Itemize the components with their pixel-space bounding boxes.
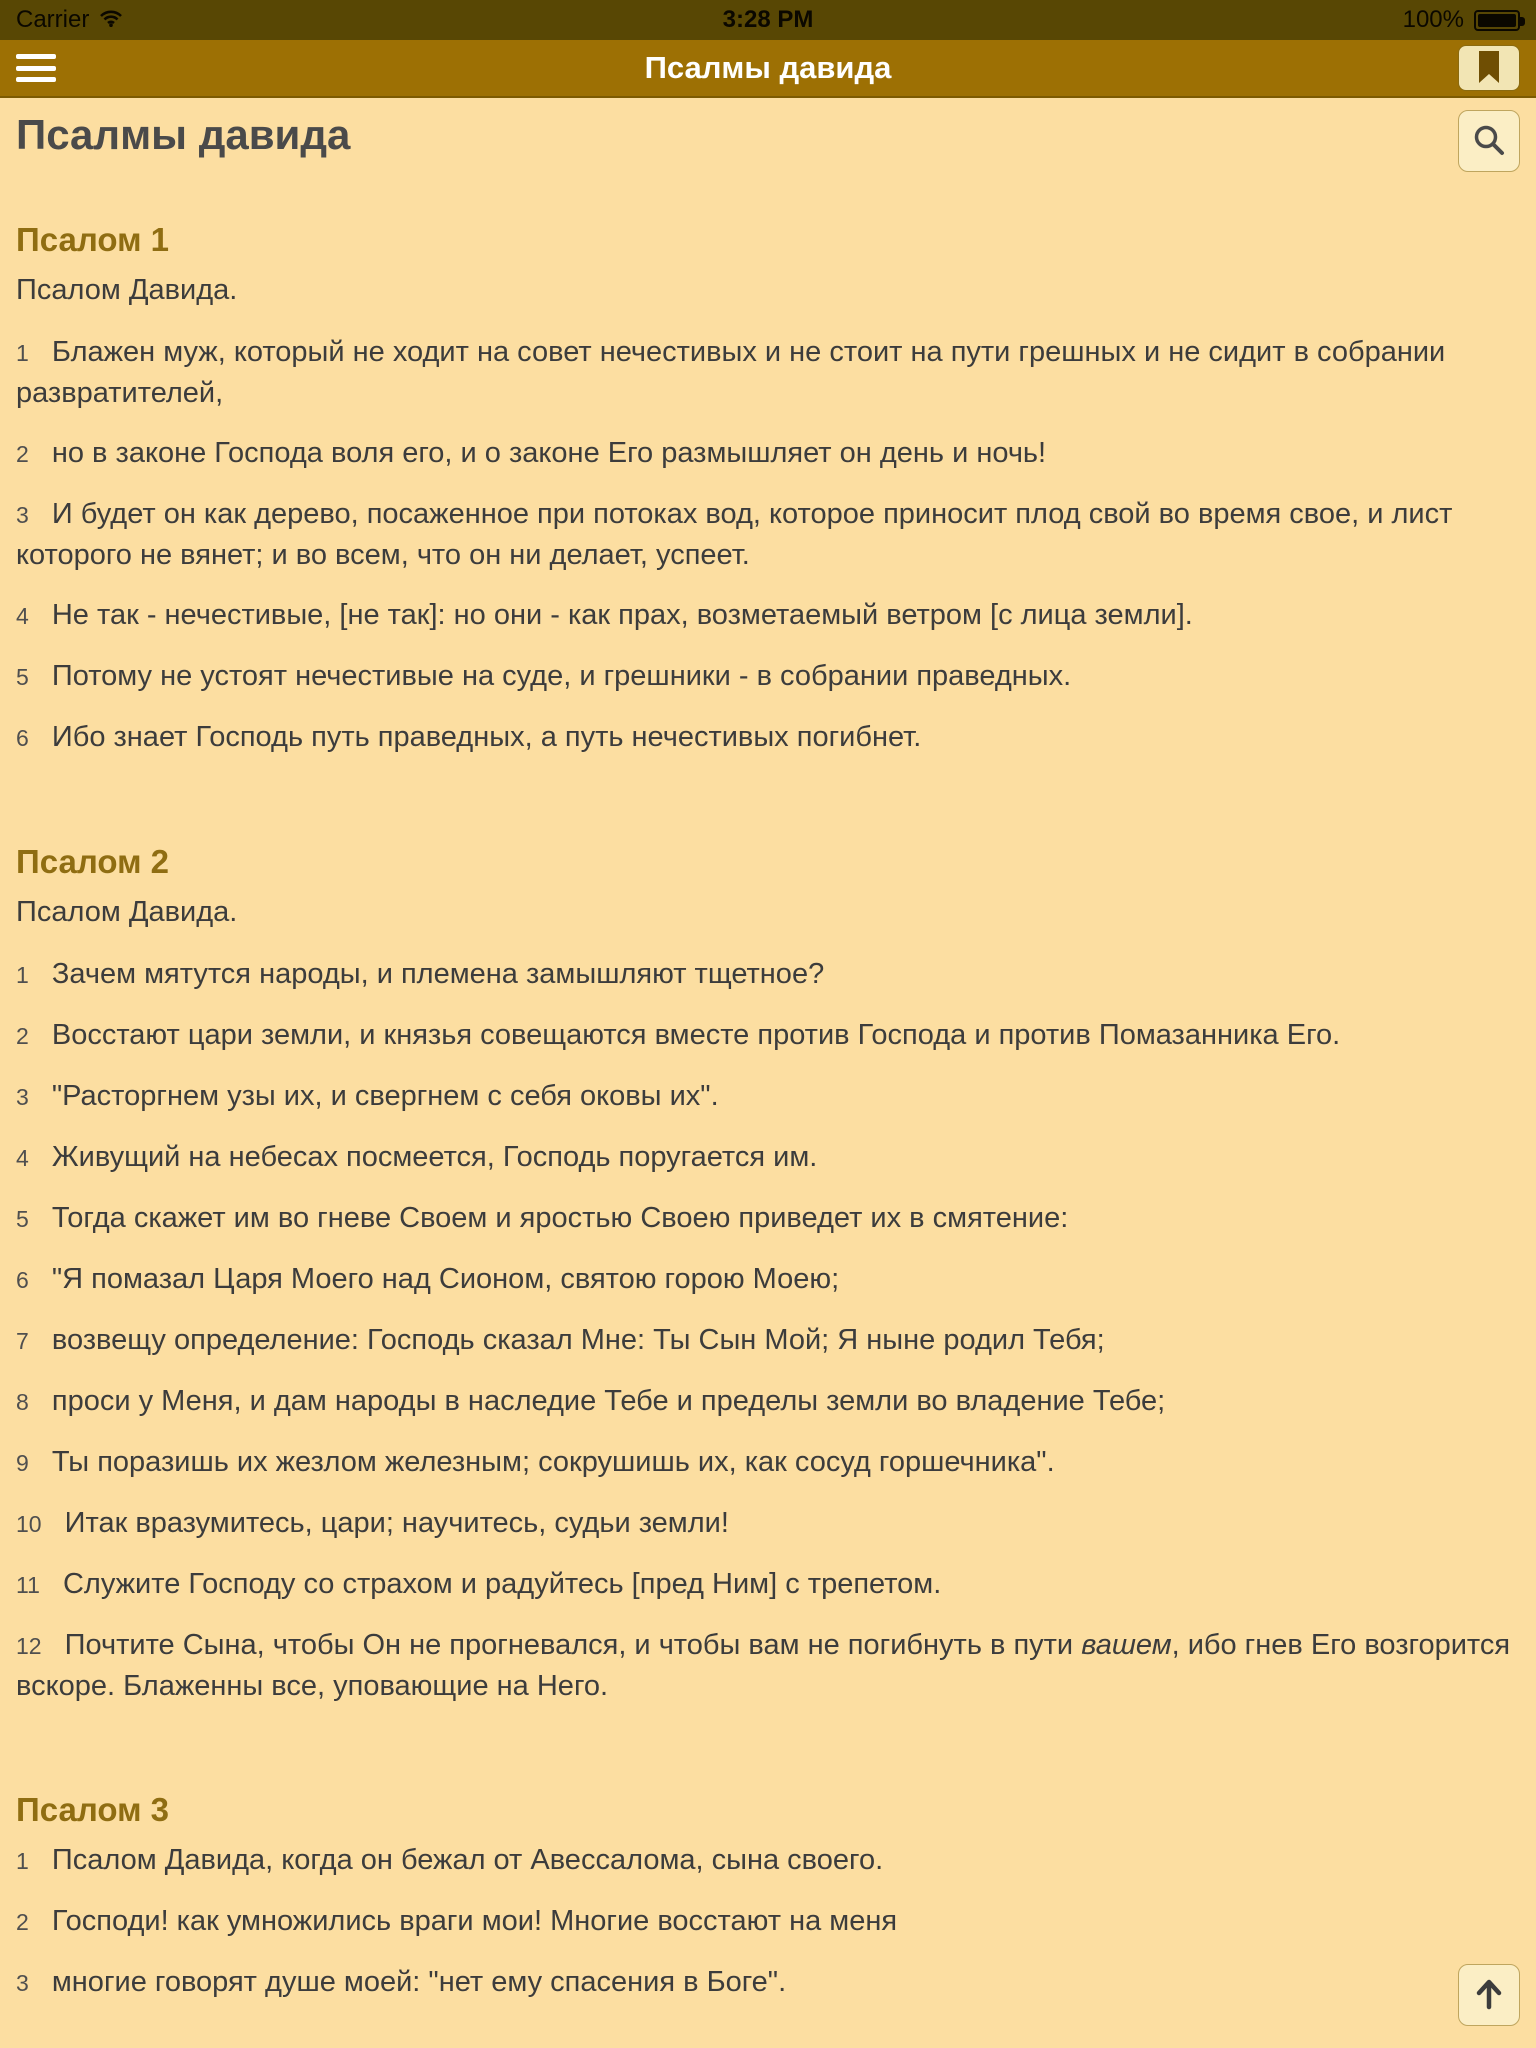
verse-number: 11 <box>16 1572 40 1598</box>
verse-text: возвещу определение: Господь сказал Мне: Ты Сын Мой; Я ныне родил Тебя; <box>51 1324 1105 1356</box>
clock: 3:28 PM <box>722 6 814 33</box>
verse <box>16 1840 1520 1881</box>
verse <box>16 1503 1520 1544</box>
verse-number: 1 <box>16 962 29 988</box>
bookmark-button[interactable] <box>1458 45 1520 91</box>
psalm-subtitle: Псалом Давида. <box>16 274 238 306</box>
verse-text: Служите Господу со страхом и радуйтесь [пред Ним] с трепетом. <box>62 1568 942 1600</box>
nav-title: Псалмы давида <box>644 50 892 85</box>
verse <box>16 717 1520 758</box>
verse <box>16 595 1520 636</box>
verse-number: 9 <box>16 1450 29 1476</box>
verse-number: 6 <box>16 1267 29 1293</box>
verse-text: И будет он как дерево, посаженное при потоках вод, которое приносит плод свой во время свое, и лист которого не вянет; и во всем, что он ни делает, успеет. <box>16 498 1453 571</box>
verse <box>16 1137 1520 1178</box>
verse <box>16 1198 1520 1239</box>
verse <box>16 1442 1520 1483</box>
bookmark-icon <box>1477 51 1501 86</box>
verse-text: Почтите Сына, чтобы Он не прогневался, и чтобы вам не погибнуть в пути вашем, ибо гнев Его возгорится вскоре. Блаженны все, уповающие на Него. <box>16 1629 1511 1702</box>
carrier-label: Carrier <box>16 6 90 33</box>
verse-number: 1 <box>16 1848 29 1874</box>
page-title: Псалмы давида <box>16 111 351 158</box>
psalm-subtitle: Псалом Давида. <box>16 896 238 928</box>
psalm-title: Псалом 2 <box>16 843 170 880</box>
verse <box>16 494 1520 575</box>
verse <box>16 1564 1520 1605</box>
status-bar <box>0 0 1536 40</box>
battery-percent: 100% <box>1402 6 1464 33</box>
verse-text: Потому не устоят нечестивые на суде, и грешники - в собрании праведных. <box>51 660 1072 692</box>
verse <box>16 433 1520 474</box>
psalm-section <box>16 1790 1520 2003</box>
verse-text: Не так - нечестивые, [не так]: но они - как прах, возметаемый ветром [с лица земли]. <box>51 599 1193 631</box>
verse <box>16 656 1520 697</box>
verse-number: 12 <box>16 1633 42 1659</box>
verse <box>16 1625 1520 1706</box>
psalm-section <box>16 220 1520 758</box>
verse-number: 1 <box>16 340 29 366</box>
verse <box>16 332 1520 413</box>
verse-text: проси у Меня, и дам народы в наследие Тебе и пределы земли во владение Тебе; <box>51 1385 1166 1417</box>
verse-number: 3 <box>16 1970 29 1996</box>
scroll-top-button[interactable] <box>1458 1964 1520 2026</box>
verse <box>16 1962 1520 2003</box>
verse-number: 5 <box>16 1206 29 1232</box>
nav-bar <box>0 40 1536 98</box>
psalms-container <box>16 220 1520 2003</box>
wifi-icon <box>99 6 123 34</box>
title-row <box>16 98 1520 172</box>
menu-button[interactable] <box>16 51 60 85</box>
verse-list <box>16 1840 1520 2003</box>
psalm-title: Псалом 3 <box>16 1791 170 1828</box>
verse-number: 2 <box>16 1909 29 1935</box>
psalm-section <box>16 842 1520 1706</box>
verse-text: Восстают цари земли, и князья совещаются вместе против Господа и против Помазанника Его. <box>51 1019 1341 1051</box>
verse-text: Ты поразишь их жезлом железным; сокрушишь их, как сосуд горшечника". <box>51 1446 1055 1478</box>
arrow-up-icon <box>1473 1977 1505 2014</box>
hamburger-icon <box>16 54 56 59</box>
status-bar-right <box>1260 6 1520 34</box>
verse-number: 3 <box>16 1084 29 1110</box>
verse-number: 4 <box>16 603 29 629</box>
verse-number: 5 <box>16 664 29 690</box>
verse <box>16 1259 1520 1300</box>
verse <box>16 1381 1520 1422</box>
verse <box>16 1076 1520 1117</box>
verse-number: 6 <box>16 725 29 751</box>
psalm-title: Псалом 1 <box>16 221 170 258</box>
verse-number: 3 <box>16 502 29 528</box>
verse-text: многие говорят душе моей: "нет ему спасения в Боге". <box>51 1966 787 1998</box>
verse-number: 10 <box>16 1511 42 1537</box>
verse <box>16 1901 1520 1942</box>
verse-text: Тогда скажет им во гневе Своем и яростью Своею приведет их в смятение: <box>51 1202 1069 1234</box>
content-area[interactable] <box>0 98 1536 2003</box>
status-bar-left <box>16 6 276 34</box>
verse-text: Итак вразумитесь, цари; научитесь, судьи земли! <box>64 1507 729 1539</box>
verse-number: 4 <box>16 1145 29 1171</box>
verse-text: но в законе Господа воля его, и о законе Его размышляет он день и ночь! <box>51 437 1047 469</box>
verse-text: "Я помазал Царя Моего над Сионом, святою горою Моею; <box>51 1263 840 1295</box>
verse-text: "Расторгнем узы их, и свергнем с себя оковы их". <box>51 1080 719 1112</box>
verse-list <box>16 332 1520 758</box>
verse-number: 2 <box>16 1023 29 1049</box>
verse-list <box>16 954 1520 1706</box>
verse-number: 2 <box>16 441 29 467</box>
verse-text: Живущий на небесах посмеется, Господь поругается им. <box>51 1141 818 1173</box>
verse-number: 8 <box>16 1389 29 1415</box>
verse-text: Господи! как умножились враги мои! Многие восстают на меня <box>51 1905 898 1937</box>
verse <box>16 954 1520 995</box>
verse-number: 7 <box>16 1328 29 1354</box>
verse-text: Псалом Давида, когда он бежал от Авессалома, сына своего. <box>51 1844 884 1876</box>
search-icon <box>1471 122 1507 161</box>
search-button[interactable] <box>1458 110 1520 172</box>
verse-text: Зачем мятутся народы, и племена замышляют тщетное? <box>51 958 825 990</box>
verse <box>16 1320 1520 1361</box>
verse-text: Ибо знает Господь путь праведных, а путь нечестивых погибнет. <box>51 721 922 753</box>
battery-icon <box>1474 10 1520 31</box>
verse <box>16 1015 1520 1056</box>
verse-text: Блажен муж, который не ходит на совет нечестивых и не стоит на пути грешных и не сидит в собрании развратителей, <box>16 336 1446 409</box>
